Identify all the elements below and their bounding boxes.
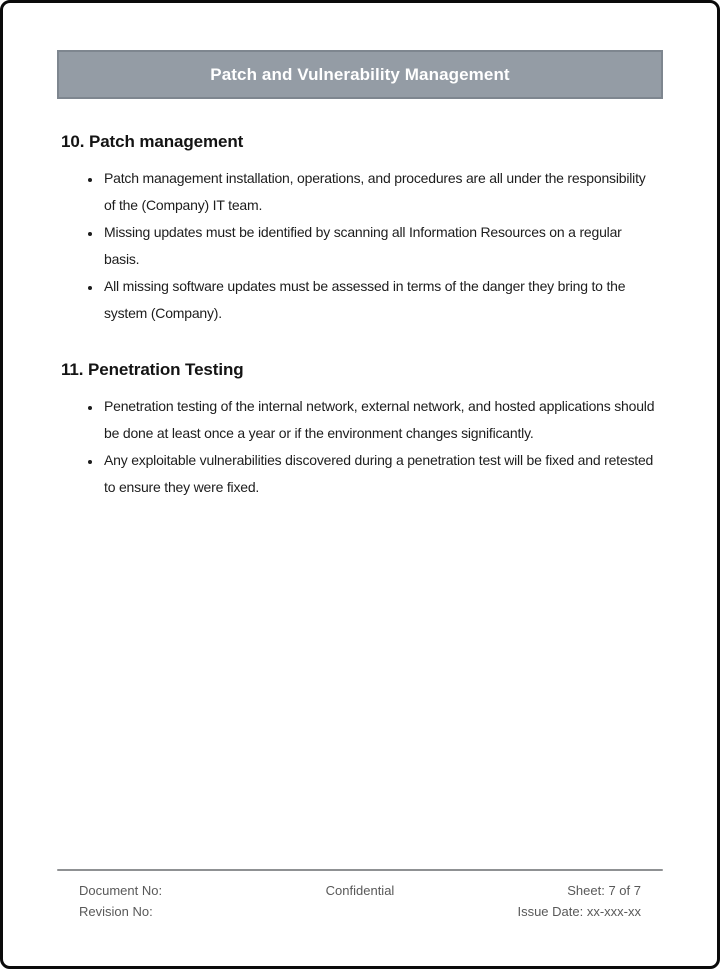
bullet-list-penetration-testing [61,393,659,501]
section-heading-patch-management: 10. Patch management [61,132,244,151]
bullet-list-patch-management [61,165,659,327]
document-body [3,132,717,501]
footer-columns [57,871,663,922]
list-item: • Any exploitable vulnerabilities discovered during a penetration test will be fixed and retested to ensure they were fixed. [102,447,659,501]
footer-document-no-label: Document No: [79,883,163,898]
footer-sheet-label: Sheet: 7 of 7 [567,883,641,898]
footer-left-column [79,880,266,922]
page-footer [57,869,663,922]
list-item: • Penetration testing of the internal network, external network, and hosted applications should be done at least once a year or if the environment changes significantly. [102,393,659,447]
footer-center-column [266,880,453,922]
list-item: • Patch management installation, operations, and procedures are all under the responsibility of the (Company) IT team. [102,165,659,219]
footer-revision-no-label: Revision No: [79,904,153,919]
list-item: • All missing software updates must be assessed in terms of the danger they bring to the system (Company). [102,273,659,327]
footer-right-column [454,880,641,922]
document-title-bar [57,50,663,99]
section-heading-penetration-testing: 11. Penetration Testing [61,360,244,379]
footer-issue-date-label: Issue Date: xx-xxx-xx [517,904,641,919]
list-item: • Missing updates must be identified by scanning all Information Resources on a regular basis. [102,219,659,273]
footer-confidential-label: Confidential [325,883,395,898]
document-title: Patch and Vulnerability Management [210,64,510,84]
